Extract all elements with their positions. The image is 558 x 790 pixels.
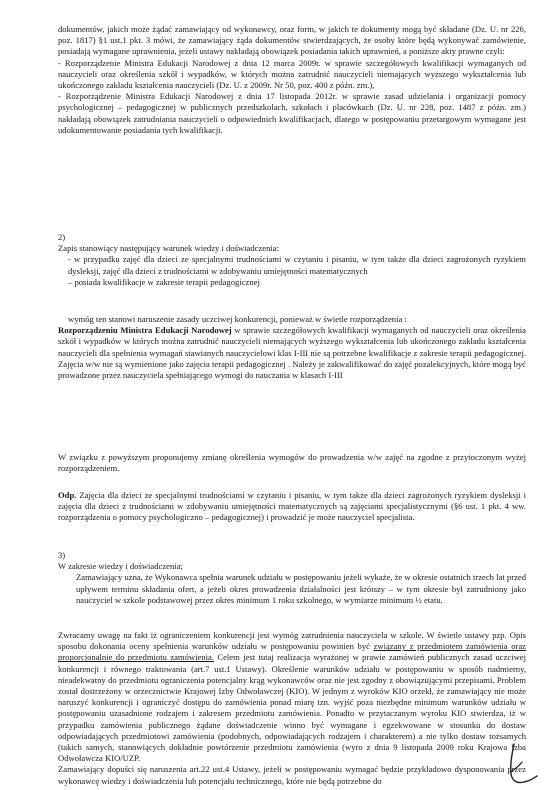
quoted-requirement-2: – posiada kwalifikacje w zakresie terapii pedagogicznej [68, 276, 260, 287]
section-2 [58, 232, 526, 288]
section-number: 2) [58, 232, 66, 242]
regulation-item-1: - Rozporządzenie Ministra Edukacji Narodowej z dnia 12 marca 2009r. w sprawie szczegółowych kwalifikacji wymaganych od nauczycieli oraz określenia szkół i wypadków, w których można zatrudnić nauczycieli niemających wyższego wykształcenia lub ukończonego zakładu kształcenia nauczycieli (Dz. U. z 2009r. Nr 50, poz. 400 z późn. zm.), [58, 57, 526, 91]
section-2-argument [58, 314, 526, 381]
section-3-argument [58, 630, 526, 787]
argument-body [58, 630, 526, 764]
section-3 [58, 550, 526, 606]
regulation-item-2: - Rozporządzenie Ministra Edukacji Narodowej z dnia 17 listopada 2012r. w sprawie zasad udzielania i organizacji pomocy psychologicznej – pedagogicznej w publicznych przedszkolach, szkołach i placówkach (Dz. U. nr 228, poz. 1487 z późn. zm.) nakładają obowiązek zatrudniania nauczycieli o odpowiednich kwalifikacjach, dlatego w postępowaniu przetargowym wymagane jest udokumentowanie posiadania tych kwalifikacji. [58, 91, 526, 135]
section-2-proposal [58, 452, 526, 474]
underlined-phrase: związany z przedmiotem zamówienia oraz proporcjonalnie do przedmiotu zamówienia. [58, 641, 526, 663]
section-intro: W zakresie wiedzy i doświadczenia; [58, 561, 183, 572]
answer-text: Zajęcia dla dzieci ze specjalnymi trudnościami w czytaniu i pisaniu, w tym także dla dzieci zagrożonych ryzykiem dysleksji i zajęcia dla dzieci z trudnościami w zdobywaniu umiejętności matematycznych są zajęciami specjalistycznymi (§6 ust. 1 pkt. 4 ww. rozporządzenia o pomocy psychologiczno – pedagogicznej) i prowadzić je może nauczyciel specjalista. [58, 490, 526, 523]
argument-text-a: Zwracamy uwagę na fakt iż ograniczeniem konkurencji jest wymóg zatrudnienia nauczyciela w szkole. W świetle ustawy pzp. Opis sposobu dokonania oceny spełnienia warunków udziału w postępowaniu powinien być [58, 630, 526, 652]
paragraph-regulation-intro [58, 24, 526, 136]
handwritten-signature-icon [500, 742, 540, 786]
section-number: 3) [58, 550, 66, 560]
argument-lead: wymóg ten stanowi naruszenie zasady uczciwej konkurencji, ponieważ w świetle rozporządzenia : [68, 314, 407, 324]
answer-label: Odp. [58, 490, 77, 500]
quoted-requirement-1: - w przypadku zajęć dla dzieci ze specjalnymi trudnościami w czytaniu i pisaniu, w tym także dla dzieci zagrożonych ryzykiem dysleksji, zajęć dla dzieci z trudnościami w zdobywaniu umiejętności matematycznych [68, 254, 526, 276]
section-intro: Zapis stanowiący następujący warunek wiedzy i doświadczenia: [58, 243, 279, 254]
section-2-answer [58, 490, 526, 524]
quoted-requirement: Zamawiający uzna, że Wykonawca spełnia warunek udziału w postępowaniu jeżeli wykaże, że w okresie ostatnich trzech lat przed upływem terminu składania ofert, a jeżeli okres prowadzenia działalności jest krótszy – w tym okresie był zatrudniony jako nauczyciel w szkole podstawowej przez okres minimum 1 roku szkolnego, w wymiarze minimum ½ etatu. [76, 572, 526, 605]
regulation-name: Rozporządzeniu Ministra Edukacji Narodowej [58, 325, 232, 336]
answer-text-block [58, 490, 526, 524]
paragraph-text: dokumentów, jakich może żądać zamawiający od wykonawcy, oraz form, w jakich te dokumenty mogą być składane (Dz. U. nr 226, poz. 1817) §1 ust.1 pkt. 3 mówi, że zamawiający żąda dokumentów stwierdzających, że osoby które będą wykonywać zamówienie, posiadają wymagane uprawnienia, jeżeli ustawy nakładają obowiązek posiadania takich uprawnień, a poniższe akty prawne czyli: [58, 24, 526, 57]
argument-continuation: Zamawiający dopuści się naruszenia art.22 ust.4 Ustawy, jeżeli w postępowaniu wymagać będzie przykładowo dysponowania przez wykonawcę wiedzy i doświadczenia lub potencjału technicznego, które nie będą potrzebne do [58, 764, 526, 786]
argument-text-b: Celem jest tutaj realizacja wyrażonej w prawie zamówień publicznych zasad uczciwej konkurencji i równego traktowania (art.7 ust.1 Ustawy). Określenie warunków udziału w postępowaniu w sposób nadmierny, nieadekwatny do przedmiotu ograniczenia potencjalny krąg wykonawców oraz nie jest zgodny z obowiązującymi przepisami. Problem został dostrzeżony w orzecznictwie Krajowej Izby Odwoławczej (KIO). W jednym z wyroków KIO orzekł, że zamawiający nie może naruszyć konkurencji i ograniczyć dostępu do zamówienia ponad miarę tzn. wyjść poza niezbędne minimum warunków udziału w postępowaniu uzasadnione rodzajem i zakresem przedmiotu zamówienia. Ponadto w przytaczanym wyroku KIO stwierdza, iż w przypadku zamówienia publicznego żądane doświadczenie winno być wymagane i egzekwowane w stosunku do dostaw odpowiadających przedmiotowi zamówienia (podobnych, odpowiadających rodzajem i charakterem) a nie tylko dostaw tożsamych (takich samych, stanowiących dokładnie powtórzenie przedmiotu zamówienia (wyro z dnia 9 listopada 2009 roku Krajowa Izba Odwoławcza KIO/UZP. [58, 652, 527, 764]
argument-body [58, 325, 526, 381]
argument-text: w sprawie szczegółowych kwalifikacji wymaganych od nauczycieli oraz określenia szkół i wypadków w których można zatrudnić nauczycieli niemających wyższego wykształcenia lub ukończonego zakładu kształcenia nauczycieli dla spełnienia wymagań stawianych nauczycielowi klas I-III nie są potrzebne kwalifikacje z zakresie terapii pedagogicznej. Zajęcia w/w nie są wymienione jako zajęcia terapii pedagogicznej . Należy je zakwalifikować do zajęć pozalekcyjnych, które mogą być prowadzone przez nauczyciela spełniającego wymogi do nauczania w klasach I-III [58, 325, 526, 381]
proposal-text: W związku z powyższym proponujemy zmianę określenia wymogów do prowadzenia w/w zajęć na zgodne z przytoczonym wyżej rozporządzeniem. [58, 452, 526, 474]
